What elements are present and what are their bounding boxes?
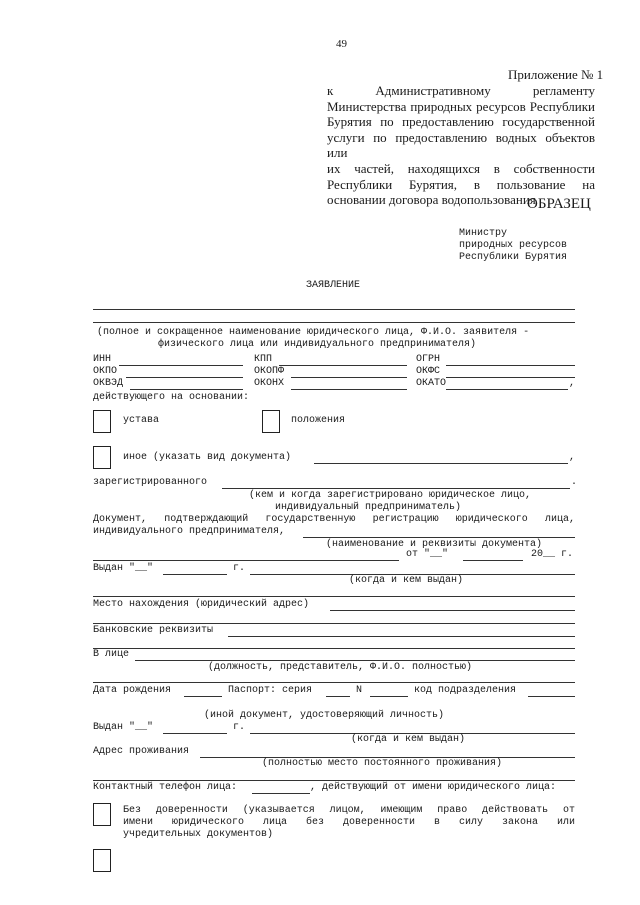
charter-checkbox[interactable] [93,410,111,433]
residence-field-2[interactable] [93,780,575,781]
in-person-field[interactable] [135,660,575,661]
okpo-field[interactable] [126,377,243,378]
regulation-label: положения [291,415,346,426]
applicant-name-field-2[interactable] [93,322,575,323]
appendix-line: основании договора водопользования [327,192,536,208]
appendix-line: Республики Бурятия, в пользование на [327,176,595,192]
doc-caption: (наименование и реквизиты документа) [326,539,543,550]
inn-field[interactable] [119,365,243,366]
appendix-text [327,83,595,208]
bank-field[interactable] [228,636,575,637]
in-person-field-2[interactable] [93,682,575,683]
registered-label: зарегистрированного [93,477,208,488]
doc-month-field[interactable] [463,560,523,561]
no-poa-line: Без доверенности (указывается лицом, имеющим право действовать от [123,805,575,816]
okved-field[interactable] [130,389,243,390]
issued-label: Выдан "__" [93,563,154,574]
kpp-label: КПП [254,354,273,365]
g-mark: г. [233,563,246,574]
division-code-field[interactable] [528,696,575,697]
bank-label: Банковские реквизиты [93,625,214,636]
phone-label: Контактный телефон лица: [93,782,238,793]
appendix-title: Приложение № 1 [508,67,604,82]
passport-number-field[interactable] [370,696,408,697]
registration-doc-line: индивидуального предпринимателя, [93,526,286,537]
residence-label: Адрес проживания [93,746,190,757]
okato-label: ОКАТО [416,378,447,389]
inn-label: ИНН [93,354,112,365]
regulation-checkbox[interactable] [262,410,280,433]
with-poa-checkbox[interactable] [93,849,111,872]
no-poa-checkbox[interactable] [93,803,111,826]
ogrn-label: ОГРН [416,354,441,365]
appendix-line: их частей, находящихся в собственности [327,160,595,176]
okved-label: ОКВЭД [93,378,124,389]
appendix-line: к Административному регламенту [327,83,595,98]
passport-series-field[interactable] [326,696,350,697]
kpp-field[interactable] [279,365,407,366]
charter-label: устава [123,415,160,426]
acting-basis-label: действующего на основании: [93,392,250,403]
date-from: от "__" [406,549,449,560]
residence-caption: (полностью место постоянного проживания) [262,758,503,769]
comma: , [569,378,576,389]
person-caption: (должность, представитель, Ф.И.О. полностью) [208,662,473,673]
doc-details-field[interactable] [93,560,399,561]
addressee-line: Министру [459,228,508,239]
location-field-2[interactable] [93,623,575,624]
comma: , [569,452,576,463]
registration-doc-field[interactable] [303,537,575,538]
okato-field[interactable] [446,389,568,390]
issued-caption: (когда и кем выдан) [349,575,464,586]
g-mark: г. [233,722,246,733]
addressee-line: природных ресурсов [459,240,568,251]
registered-field[interactable] [222,488,570,489]
okpo-label: ОКПО [93,366,118,377]
in-person-label: В лице [93,649,130,660]
other-id-caption: (иной документ, удостоверяющий личность) [204,710,445,721]
registered-caption-line: (кем и когда зарегистрировано юридическое лицо, [249,490,532,501]
issued2-caption: (когда и кем выдан) [351,734,466,745]
registered-caption-line: индивидуальный предприниматель) [275,502,462,513]
year-mark: 20__ г. [531,549,574,560]
number-mark: N [356,685,363,696]
period: . [571,477,578,488]
okopf-label: ОКОПФ [254,366,285,377]
sample-label: ОБРАЗЕЦ [527,196,591,212]
no-poa-text [123,805,575,841]
appendix-line: услуги по предоставлению водных объектов или [327,129,595,161]
registration-doc-text: Документ, подтверждающий государственную регистрацию юридического лица, [93,514,575,525]
okonh-field[interactable] [291,389,407,390]
no-poa-line: имени юридического лица без доверенности в силу закона или [123,817,575,828]
ogrn-field[interactable] [446,365,575,366]
other-doc-field[interactable] [314,463,568,464]
applicant-name-field[interactable] [93,309,575,310]
okfs-field[interactable] [446,377,575,378]
appendix-line: Министерства природных ресурсов Республики [327,98,595,114]
appendix-line: Бурятия по предоставлению государственной [327,114,595,130]
name-caption-line: (полное и сокращенное наименование юридического лица, Ф.И.О. заявителя - [97,327,530,338]
form-title: ЗАЯВЛЕНИЕ [306,280,361,291]
issued2-month-field[interactable] [163,733,227,734]
name-caption-line: физического лица или индивидуального предпринимателя) [158,339,477,350]
bank-field-2[interactable] [93,648,575,649]
phone-field[interactable] [252,793,310,794]
issued-month-field[interactable] [163,574,227,575]
passport-label: Паспорт: серия [228,685,313,696]
issued2-label: Выдан "__" [93,722,154,733]
issued-by-field-2[interactable] [93,596,575,597]
location-field[interactable] [330,610,575,611]
location-label: Место нахождения (юридический адрес) [93,599,310,610]
division-code-label: код подразделения [414,685,517,696]
okfs-label: ОКФС [416,366,441,377]
phone-tail: , действующий от имени юридического лица: [310,782,557,793]
birth-date-field[interactable] [184,696,222,697]
registration-doc-line [93,514,575,526]
okopf-field[interactable] [291,377,407,378]
other-doc-checkbox[interactable] [93,446,111,469]
addressee-line: Республики Бурятия [459,252,568,263]
no-poa-line: учредительных документов) [123,829,274,840]
page-number: 49 [336,38,347,50]
other-doc-label: иное (указать вид документа) [123,452,292,463]
birth-date-label: Дата рождения [93,685,172,696]
okonh-label: ОКОНХ [254,378,285,389]
